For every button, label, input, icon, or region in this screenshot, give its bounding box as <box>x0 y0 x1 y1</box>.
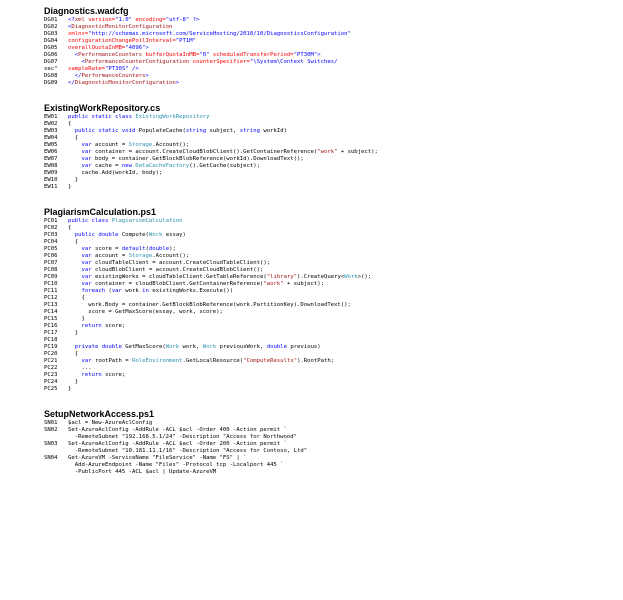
line-number: PC22 <box>44 365 58 371</box>
code-token: Add-AzureEndpoint -Name "Files" -Protocol tcp -Localport 445 ` <box>68 462 284 468</box>
code-token: var <box>81 267 95 273</box>
line-number: PC23 <box>44 372 58 378</box>
code-token: var <box>81 163 95 169</box>
code-line <box>44 232 619 239</box>
line-number: PC16 <box>44 323 58 329</box>
code-token: public static void <box>74 128 139 134</box>
line-number: PC21 <box>44 358 58 364</box>
code-token: double <box>266 344 291 350</box>
code-token: < <box>68 52 79 58</box>
line-number: PC03 <box>44 232 58 238</box>
code-token: public class <box>68 218 112 224</box>
code-line <box>44 80 619 87</box>
code-token: { <box>68 239 79 245</box>
code-line <box>44 351 619 358</box>
code-line <box>44 45 619 52</box>
code-token: PerformanceCounters <box>81 73 146 79</box>
code-line <box>44 52 619 59</box>
code-token: "PT1M" <box>175 38 196 44</box>
line-number: EW06 <box>44 149 58 155</box>
code-token: private double <box>74 344 126 350</box>
line-number: sec" <box>44 66 58 72</box>
line-number: EW08 <box>44 163 58 169</box>
code-line <box>44 246 619 253</box>
line-number: PC08 <box>44 267 58 273</box>
code-section <box>44 408 619 476</box>
code-token <box>68 156 81 162</box>
line-number: EW07 <box>44 156 58 162</box>
code-token: GetMaxScore( <box>125 344 166 350</box>
code-token: Set-AzureAclConfig -AddRule -ACL $acl -Order 400 -Action permit ` <box>68 427 287 433</box>
code-token: .Account(); <box>152 142 190 148</box>
code-token: account = <box>94 142 129 148</box>
code-line <box>44 128 619 135</box>
code-token: .GetLocalResource( <box>182 358 244 364</box>
section-title: SetupNetworkAccess.ps1 <box>44 409 155 419</box>
code-line <box>44 114 619 121</box>
code-token: existingWorks = cloudTableClient.GetTableReference( <box>94 274 267 280</box>
line-number: EW10 <box>44 177 58 183</box>
line-number: EW04 <box>44 135 58 141</box>
code-line <box>44 31 619 38</box>
code-token: "4096" <box>125 45 146 51</box>
code-token <box>68 323 81 329</box>
code-token: bufferQuotaInMB= <box>142 52 200 58</box>
code-token: Set-AzureAclConfig -AddRule -ACL $acl -Order 200 -Action permit ` <box>68 441 287 447</box>
line-number: PC01 <box>44 218 58 224</box>
code-token: cache = <box>94 163 122 169</box>
code-token: return <box>81 323 106 329</box>
code-token: > <box>175 80 180 86</box>
line-number: PC15 <box>44 316 58 322</box>
code-token: cache.Add(workId, body); <box>68 170 163 176</box>
code-token: cloudBlobClient = account.CreateCloudBlobClient(); <box>94 267 264 273</box>
line-number: PC12 <box>44 295 58 301</box>
code-token <box>68 344 75 350</box>
line-number: DG08 <box>44 73 58 79</box>
code-token: body = container.GetBlockBlobReference(workId).DownloadText(); <box>94 156 304 162</box>
line-number: PC09 <box>44 274 58 280</box>
code-token: return <box>81 372 106 378</box>
code-token: { <box>68 295 85 301</box>
code-token: { <box>68 121 72 127</box>
code-line <box>44 337 619 344</box>
code-token: "PT30M" <box>293 52 318 58</box>
code-token: -PublicPort 445 -ACL $acl | Update-AzureVM <box>68 469 217 475</box>
code-token: existingWorks.Execute()) <box>152 288 234 294</box>
code-token: -RemoteSubnet "10.181.11.1/16" -Description "Access for Contoso, Ltd" <box>68 448 308 454</box>
code-line <box>44 455 619 462</box>
code-line <box>44 274 619 281</box>
line-number: PC06 <box>44 253 58 259</box>
code-token: var <box>81 156 95 162</box>
code-token: string <box>185 128 210 134</box>
code-line <box>44 184 619 191</box>
code-token: PerformanceCounterConfiguration <box>84 59 190 65</box>
code-token <box>68 281 81 287</box>
code-token: score = GetMaxScore(essay, work, score); <box>68 309 223 315</box>
line-number: PC17 <box>44 330 58 336</box>
code-token: in <box>142 288 153 294</box>
code-line <box>44 73 619 80</box>
code-line <box>44 462 619 469</box>
code-token: overallQuotaInMB= <box>68 45 126 51</box>
code-line <box>44 358 619 365</box>
code-token: var <box>81 260 95 266</box>
code-token: Storage <box>128 142 153 148</box>
code-token: < <box>68 59 85 65</box>
line-number: SN03 <box>44 441 58 447</box>
code-token: { <box>68 225 72 231</box>
code-token: DataCacheFactory <box>135 163 190 169</box>
code-line <box>44 260 619 267</box>
code-token <box>68 246 81 252</box>
line-number: DG09 <box>44 80 58 86</box>
code-token: { <box>68 351 79 357</box>
code-line <box>44 302 619 309</box>
line-number: PC05 <box>44 246 58 252</box>
code-token: sampleRate= <box>68 66 106 72</box>
code-line <box>44 149 619 156</box>
code-line <box>44 267 619 274</box>
code-token <box>68 267 81 273</box>
code-line <box>44 316 619 323</box>
code-token: "work" <box>317 149 338 155</box>
line-number: PC18 <box>44 337 58 343</box>
code-token <box>68 149 81 155</box>
code-token: "PT30S" <box>105 66 129 72</box>
line-number: SN04 <box>44 455 58 461</box>
code-line <box>44 469 619 476</box>
code-line <box>44 17 619 24</box>
code-token: > <box>317 52 321 58</box>
code-token: "\System\Context Switches/ <box>249 59 338 65</box>
code-token: var <box>81 246 95 252</box>
code-token: "http://schemas.microsoft.com/ServiceHosting/2010/10/DiagnosticsConfiguration" <box>88 31 351 37</box>
code-line <box>44 309 619 316</box>
code-token: ( <box>145 246 149 252</box>
code-token: workId) <box>263 128 287 134</box>
code-token: PerformanceCounters <box>78 52 143 58</box>
code-line <box>44 24 619 31</box>
code-token: } <box>68 330 79 336</box>
code-token: previous) <box>290 344 321 350</box>
code-token: RoleEnvironment <box>132 358 183 364</box>
code-token: cloudTableClient = account.CreateCloudTableClient(); <box>94 260 271 266</box>
line-number: DG01 <box>44 17 58 23</box>
code-token: DiagnosticMonitorConfiguration <box>71 24 173 30</box>
code-token: "utf-8" <box>165 17 190 23</box>
line-number: DG06 <box>44 52 58 58</box>
code-token: ().GetCache(subject); <box>189 163 261 169</box>
code-line <box>44 344 619 351</box>
code-token: ?> <box>189 17 200 23</box>
code-token: } <box>68 386 72 392</box>
code-token: + subject); <box>337 149 378 155</box>
code-token: ... <box>68 365 92 371</box>
code-token <box>68 253 81 259</box>
line-number: EW11 <box>44 184 58 190</box>
code-token: < <box>68 24 72 30</box>
code-token: public static class <box>68 114 136 120</box>
line-number: PC20 <box>44 351 58 357</box>
code-token: "library" <box>266 274 298 280</box>
code-line <box>44 372 619 379</box>
code-line <box>44 142 619 149</box>
code-line <box>44 434 619 441</box>
line-number: PC11 <box>44 288 58 294</box>
code-token: double <box>148 246 170 252</box>
line-number: PC04 <box>44 239 58 245</box>
code-token: work <box>125 288 143 294</box>
code-token <box>68 288 81 294</box>
code-token <box>68 358 81 364</box>
line-number: EW02 <box>44 121 58 127</box>
code-token: new <box>121 163 136 169</box>
code-token: Work <box>344 274 358 280</box>
code-line <box>44 225 619 232</box>
code-token: counterSpecifier= <box>189 59 250 65</box>
code-token: work.Body = container.GetBlockBlobReference(work.PartitionKey).DownloadText(); <box>68 302 351 308</box>
line-number: DG05 <box>44 45 58 51</box>
section-title: PlagiarismCalculation.ps1 <box>44 207 157 217</box>
line-number: DG02 <box>44 24 58 30</box>
code-token: Storage <box>128 253 153 259</box>
code-token: > <box>145 73 149 79</box>
line-number: EW03 <box>44 128 58 134</box>
line-number: PC14 <box>44 309 58 315</box>
line-number: EW09 <box>44 170 58 176</box>
code-token: var <box>81 142 95 148</box>
code-line <box>44 156 619 163</box>
section-title: Diagnostics.wadcfg <box>44 6 129 16</box>
code-token: public double <box>74 232 122 238</box>
code-token: account = <box>94 253 129 259</box>
code-token: var <box>81 149 95 155</box>
code-token: previousWork, <box>216 344 267 350</box>
code-token: $acl = New-AzureAclConfig <box>68 420 153 426</box>
code-token: xmlns= <box>68 31 89 37</box>
code-token: container = account.CreateCloudBlobClient().GetContainerReference( <box>94 149 318 155</box>
line-number: EW05 <box>44 142 58 148</box>
code-token <box>68 142 81 148</box>
code-line <box>44 135 619 142</box>
code-token: -RemoteSubnet "192.168.5.1/24" -Description "Access for Northwood" <box>68 434 298 440</box>
code-token: configurationChangePollInterval= <box>68 38 176 44</box>
code-token: </ <box>68 80 75 86</box>
code-document <box>44 4 619 476</box>
code-token: ).RootPath; <box>297 358 335 364</box>
code-token <box>68 232 75 238</box>
code-section <box>44 102 619 191</box>
code-token: container = cloudBlobClient.GetContainerReference( <box>94 281 264 287</box>
code-line <box>44 239 619 246</box>
line-number: DG03 <box>44 31 58 37</box>
code-line <box>44 427 619 434</box>
code-line <box>44 177 619 184</box>
code-token: foreach <box>81 288 109 294</box>
code-token <box>68 274 81 280</box>
code-token: > <box>145 45 149 51</box>
code-token: score; <box>105 372 126 378</box>
code-line <box>44 420 619 427</box>
line-number: PC02 <box>44 225 58 231</box>
code-token: string <box>239 128 264 134</box>
code-line <box>44 121 619 128</box>
code-line <box>44 163 619 170</box>
code-token: work, <box>179 344 203 350</box>
code-token: default <box>121 246 146 252</box>
line-number: PC24 <box>44 379 58 385</box>
code-token: { <box>68 135 79 141</box>
code-token: score = <box>94 246 122 252</box>
line-number: SN01 <box>44 420 58 426</box>
code-token: xml <box>74 17 85 23</box>
code-token: .Account(); <box>152 253 190 259</box>
code-token: ).CreateQuery< <box>297 274 345 280</box>
code-token: } <box>68 184 72 190</box>
code-token: Get-AzureVM -ServiceName "FileService" -Name "FS" | ` <box>68 455 247 461</box>
code-token: } <box>68 177 79 183</box>
code-line <box>44 441 619 448</box>
code-section <box>44 206 619 393</box>
line-number: DG07 <box>44 59 58 65</box>
code-token: Work <box>165 344 180 350</box>
code-line <box>44 38 619 45</box>
code-token: scheduledTransferPeriod= <box>209 52 294 58</box>
code-token: "1.0" <box>115 17 133 23</box>
code-token: } <box>68 316 85 322</box>
code-token: var <box>111 288 126 294</box>
code-token: /> <box>128 66 139 72</box>
code-token: version= <box>84 17 116 23</box>
code-line <box>44 253 619 260</box>
code-token: "work" <box>263 281 284 287</box>
code-token: ExistingWorkRepository <box>135 114 210 120</box>
code-token: + subject); <box>283 281 324 287</box>
code-token: Work <box>148 232 163 238</box>
code-token: ( <box>108 288 112 294</box>
code-line <box>44 295 619 302</box>
code-token: var <box>81 358 95 364</box>
code-line <box>44 288 619 295</box>
code-token: <? <box>68 17 75 23</box>
code-line <box>44 323 619 330</box>
code-token: >(); <box>357 274 372 280</box>
code-line <box>44 379 619 386</box>
code-line <box>44 281 619 288</box>
code-token: var <box>81 281 95 287</box>
code-token <box>68 260 81 266</box>
code-token: essay) <box>162 232 186 238</box>
code-token <box>68 372 81 378</box>
code-token: PopulateCache( <box>138 128 186 134</box>
line-number: EW01 <box>44 114 58 120</box>
section-title: ExistingWorkRepository.cs <box>44 103 161 113</box>
line-number: PC25 <box>44 386 58 392</box>
code-token: var <box>81 274 95 280</box>
code-token: </ <box>68 73 82 79</box>
line-number: PC10 <box>44 281 58 287</box>
code-token: ); <box>169 246 176 252</box>
code-section <box>44 5 619 87</box>
code-line <box>44 218 619 225</box>
code-token: "0" <box>199 52 210 58</box>
line-number: PC13 <box>44 302 58 308</box>
code-line <box>44 170 619 177</box>
code-token: } <box>68 379 79 385</box>
code-token: "ComputeResults" <box>243 358 298 364</box>
code-token: score; <box>105 323 126 329</box>
code-token <box>68 128 75 134</box>
code-token: subject, <box>209 128 240 134</box>
code-token: Work <box>202 344 217 350</box>
code-token: DiagnosticMonitorConfiguration <box>74 80 176 86</box>
code-line <box>44 448 619 455</box>
line-number: PC07 <box>44 260 58 266</box>
code-token: Compute( <box>121 232 149 238</box>
line-number: PC19 <box>44 344 58 350</box>
line-number: SN02 <box>44 427 58 433</box>
code-line <box>44 365 619 372</box>
code-token: var <box>81 253 95 259</box>
code-token: PlagiarismCalculation <box>111 218 183 224</box>
code-line <box>44 59 619 66</box>
code-token: rootPath = <box>94 358 133 364</box>
code-token <box>68 163 81 169</box>
code-line <box>44 330 619 337</box>
line-number: DG04 <box>44 38 58 44</box>
code-line <box>44 386 619 393</box>
code-token: encoding= <box>132 17 166 23</box>
code-line <box>44 66 619 73</box>
